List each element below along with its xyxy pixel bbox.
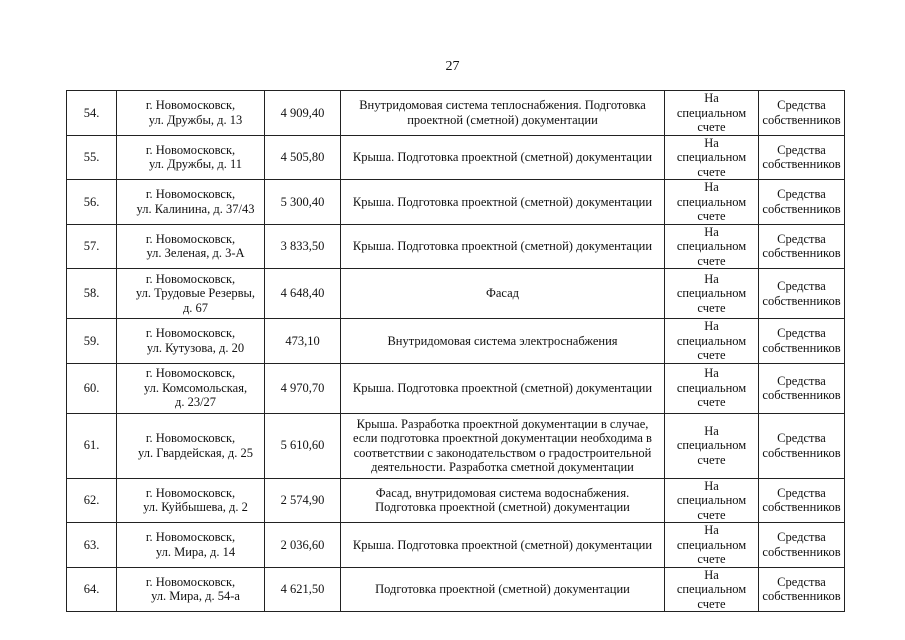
addr-line: ул. Кутузова, д. 20 — [146, 340, 245, 355]
work-type-cell — [341, 180, 665, 225]
funding-source-cell — [759, 180, 845, 225]
address-cell — [117, 135, 265, 180]
account-line: счете — [697, 120, 726, 134]
row-number: 58. — [67, 269, 117, 319]
area-cell: 2 036,60 — [265, 523, 341, 568]
address-cell — [117, 269, 265, 319]
addr-line: ул. Мира, д. 14 — [155, 544, 236, 559]
source-line: собственников — [762, 500, 841, 515]
account-line: счете — [697, 452, 726, 467]
work-line: Фасад, внутридомовая система водоснабжения. — [375, 485, 630, 500]
source-line: Средства — [777, 98, 826, 113]
work-type-cell — [341, 91, 665, 136]
source-line: собственников — [762, 246, 841, 261]
account-line: счете — [697, 395, 726, 410]
source-line: Средства — [777, 326, 826, 341]
addr-line: ул. Комсомольская, — [143, 380, 248, 395]
addr-line: г. Новомосковск, — [145, 231, 236, 246]
row-number: 62. — [67, 478, 117, 523]
source-line: Средства — [777, 187, 826, 202]
row-number: 56. — [67, 180, 117, 225]
addr-line: ул. Дружбы, д. 13 — [148, 112, 243, 127]
area-cell: 473,10 — [265, 319, 341, 364]
works-table — [66, 90, 845, 612]
funding-source-cell — [759, 319, 845, 364]
addr-line: г. Новомосковск, — [145, 366, 236, 381]
account-line: На специальном — [676, 423, 747, 453]
work-type-cell — [341, 413, 665, 478]
address-cell — [117, 319, 265, 364]
row-number: 63. — [67, 523, 117, 568]
account-line: На специальном — [676, 319, 747, 348]
address-cell — [117, 523, 265, 568]
area-cell: 4 909,40 — [265, 91, 341, 136]
account-line: счете — [697, 164, 726, 179]
address-cell — [117, 363, 265, 413]
area-cell: 4 648,40 — [265, 269, 341, 319]
account-line: счете — [697, 253, 726, 268]
table-row — [67, 567, 845, 612]
account-cell — [665, 413, 759, 478]
addr-line: д. 67 — [182, 300, 209, 315]
area-cell: 2 574,90 — [265, 478, 341, 523]
account-cell — [665, 363, 759, 413]
account-line: счете — [697, 300, 726, 315]
addr-line: ул. Куйбышева, д. 2 — [143, 500, 248, 515]
account-cell — [665, 478, 759, 523]
area-cell: 4 621,50 — [265, 567, 341, 612]
area-cell: 5 300,40 — [265, 180, 341, 225]
address-cell — [117, 224, 265, 269]
addr-line: ул. Мира, д. 54-а — [151, 589, 240, 604]
funding-source-cell — [759, 567, 845, 612]
account-line: На специальном — [676, 180, 747, 209]
account-cell — [665, 269, 759, 319]
source-line: собственников — [762, 340, 841, 355]
work-line: Фасад — [485, 286, 520, 301]
account-cell — [665, 567, 759, 612]
table-row — [67, 523, 845, 568]
table-row — [67, 135, 845, 180]
account-line: На специальном — [676, 478, 747, 507]
addr-line: д. 23/27 — [174, 395, 217, 410]
work-type-cell — [341, 224, 665, 269]
funding-source-cell — [759, 478, 845, 523]
area-cell: 4 970,70 — [265, 363, 341, 413]
addr-line: г. Новомосковск, — [145, 142, 236, 157]
account-line: На специальном — [676, 271, 747, 301]
work-type-cell — [341, 269, 665, 319]
address-cell — [117, 180, 265, 225]
account-line: На специальном — [676, 523, 747, 552]
funding-source-cell — [759, 135, 845, 180]
addr-line: ул. Гвардейская, д. 25 — [138, 445, 253, 460]
row-number: 60. — [67, 363, 117, 413]
work-line: Подготовка проектной (сметной) документации — [375, 500, 630, 515]
work-line: Крыша. Подготовка проектной (сметной) документации — [352, 150, 653, 164]
table-row — [67, 91, 845, 136]
source-line: собственников — [762, 388, 841, 402]
work-line: Внутридомовая система электроснабжения — [387, 333, 618, 348]
account-line: На специальном — [676, 135, 747, 164]
account-line: На специальном — [676, 224, 747, 253]
account-line: На специальном — [676, 91, 747, 120]
addr-line: ул. Дружбы, д. 11 — [148, 157, 242, 172]
row-number: 61. — [67, 413, 117, 478]
row-number: 55. — [67, 135, 117, 180]
row-number: 54. — [67, 91, 117, 136]
address-cell — [117, 413, 265, 478]
source-line: Средства — [777, 431, 826, 445]
account-cell — [665, 91, 759, 136]
address-cell — [117, 567, 265, 612]
addr-line: ул. Зеленая, д. 3-А — [146, 246, 245, 261]
address-cell — [117, 478, 265, 523]
source-line: собственников — [762, 112, 841, 127]
addr-line: г. Новомосковск, — [145, 485, 236, 500]
page-number: 27 — [445, 59, 460, 74]
work-line: Крыша. Подготовка проектной (сметной) документации — [352, 194, 653, 209]
work-line: Крыша. Подготовка проектной (сметной) документации — [352, 380, 653, 395]
account-line: счете — [697, 209, 726, 223]
work-type-cell — [341, 363, 665, 413]
work-line: деятельности. Разработка сметной документации — [371, 460, 634, 474]
work-line: проектной (сметной) документации — [407, 112, 598, 127]
funding-source-cell — [759, 91, 845, 136]
source-line: собственников — [762, 201, 841, 216]
table-row — [67, 269, 845, 319]
funding-source-cell — [759, 269, 845, 319]
work-type-cell — [341, 319, 665, 364]
source-line: Средства — [777, 530, 826, 545]
source-line: собственников — [762, 589, 841, 604]
work-line: если подготовка проектной документации необходима в — [353, 431, 652, 445]
work-type-cell — [341, 523, 665, 568]
account-line: счете — [697, 552, 726, 566]
source-line: собственников — [762, 445, 841, 460]
addr-line: г. Новомосковск, — [145, 326, 236, 341]
account-cell — [665, 224, 759, 269]
row-number: 57. — [67, 224, 117, 269]
table-row — [67, 413, 845, 478]
funding-source-cell — [759, 523, 845, 568]
table-body — [67, 91, 845, 612]
work-line: Крыша. Разработка проектной документации в случае, — [356, 416, 649, 431]
addr-line: ул. Трудовые Резервы, — [135, 286, 256, 301]
table-row — [67, 224, 845, 269]
funding-source-cell — [759, 363, 845, 413]
addr-line: г. Новомосковск, — [145, 431, 236, 445]
account-line: На специальном — [676, 366, 747, 395]
source-line: Средства — [777, 373, 826, 388]
source-line: Средства — [777, 485, 826, 500]
addr-line: г. Новомосковск, — [145, 574, 236, 589]
account-cell — [665, 135, 759, 180]
source-line: Средства — [777, 574, 826, 589]
table-row — [67, 319, 845, 364]
work-line: Внутридомовая система теплоснабжения. Подготовка — [359, 98, 646, 113]
table-row — [67, 478, 845, 523]
work-line: Крыша. Подготовка проектной (сметной) документации — [352, 239, 653, 253]
work-type-cell — [341, 567, 665, 612]
source-line: Средства — [777, 231, 826, 246]
addr-line: г. Новомосковск, — [145, 187, 236, 202]
account-line: На специальном — [676, 567, 747, 596]
account-line: счете — [697, 348, 726, 362]
account-line: счете — [697, 596, 726, 611]
account-cell — [665, 180, 759, 225]
area-cell: 4 505,80 — [265, 135, 341, 180]
area-cell: 5 610,60 — [265, 413, 341, 478]
addr-line: г. Новомосковск, — [145, 98, 236, 113]
table-row — [67, 363, 845, 413]
source-line: собственников — [762, 544, 841, 559]
addr-line: г. Новомосковск, — [145, 271, 236, 286]
work-type-cell — [341, 478, 665, 523]
account-cell — [665, 523, 759, 568]
row-number: 64. — [67, 567, 117, 612]
work-line: Крыша. Подготовка проектной (сметной) документации — [352, 537, 653, 552]
source-line: Средства — [777, 279, 826, 293]
work-type-cell — [341, 135, 665, 180]
source-line: собственников — [762, 157, 841, 172]
account-line: счете — [697, 507, 726, 522]
work-line: соответствии с законодательством о градостроительной — [353, 445, 652, 460]
funding-source-cell — [759, 224, 845, 269]
source-line: собственников — [762, 293, 841, 308]
address-cell — [117, 91, 265, 136]
source-line: Средства — [777, 142, 826, 157]
area-cell: 3 833,50 — [265, 224, 341, 269]
addr-line: ул. Калинина, д. 37/43 — [136, 201, 255, 216]
work-line: Подготовка проектной (сметной) документации — [375, 582, 630, 596]
addr-line: г. Новомосковск, — [145, 530, 236, 545]
funding-source-cell — [759, 413, 845, 478]
account-cell — [665, 319, 759, 364]
table-row — [67, 180, 845, 225]
row-number: 59. — [67, 319, 117, 364]
